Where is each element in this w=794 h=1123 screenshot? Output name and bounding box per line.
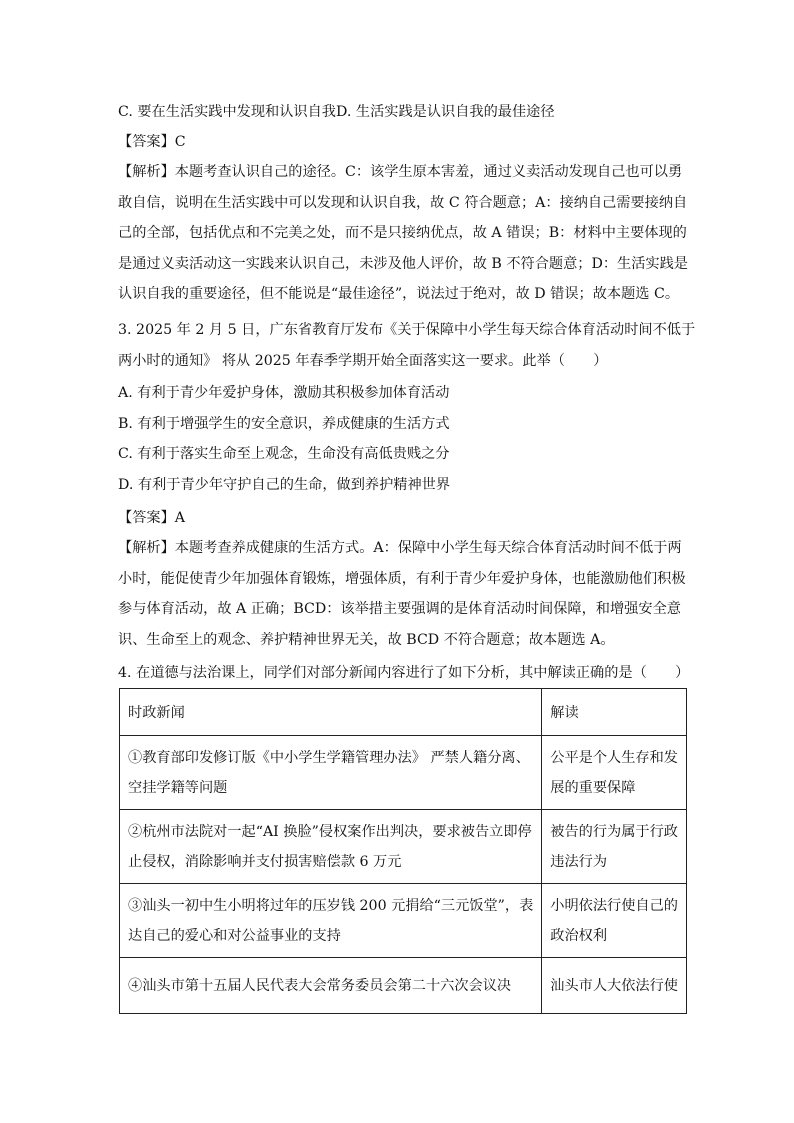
q3-answer: 【答案】A	[118, 510, 185, 526]
q3-option-a: A. 有利于青少年爱护身体，激励其积极参加体育活动	[118, 385, 450, 401]
q2-analysis	[118, 157, 688, 310]
analysis-line: 敢自信，说明在生活实践中可以发现和认识自我，故 C 符合题意；A：接纳自己需要接纳自	[118, 194, 688, 211]
analysis-line: 参与体育活动，故 A 正确；BCD：该举措主要强调的是体育活动时间保障，和增强安全意	[118, 601, 681, 617]
cell-line: ④汕头市第十五届人民代表大会常务委员会第二十六次会议决	[128, 977, 512, 994]
cell-line: 空挂学籍等问题	[128, 779, 228, 796]
q3-option-d: D. 有利于青少年守护自己的生命，做到养护精神世界	[118, 476, 451, 493]
q3-option-b: B. 有利于增强学生的安全意识，养成健康的生活方式	[118, 415, 450, 432]
table-row	[120, 736, 687, 810]
cell-line: 公平是个人生存和发	[550, 749, 678, 766]
news-cell	[120, 884, 542, 958]
cell-line: 被告的行为属于行政	[550, 823, 678, 840]
cell-line: 违法行为	[550, 853, 608, 870]
q3-option-c: C. 有利于落实生命至上观念，生命没有高低贵贱之分	[118, 446, 450, 462]
analysis-line: 识、生命至上的观念、养护精神世界无关，故 BCD 不符合题意；故本题选 A。	[118, 631, 615, 648]
cell-line: 止侵权，消除影响并支付损害赔偿款 6 万元	[128, 853, 402, 870]
q4-stem: 4. 在道德与法治课上，同学们对部分新闻内容进行了如下分析，其中解读正确的是（ ）	[118, 665, 690, 681]
q3-analysis	[118, 533, 686, 655]
interp-cell	[542, 958, 687, 1014]
cell-line: 展的重要保障	[550, 779, 636, 796]
table-row	[120, 884, 687, 958]
q3-options	[118, 378, 678, 500]
analysis-line: 己的全部，包括优点和不完美之处，而不是只接纳优点，故 A 错误；B：材料中主要体现的	[118, 225, 687, 241]
cell-line: 小明依法行使自己的	[550, 897, 678, 914]
analysis-line: 【解析】本题考查养成健康的生活方式。A：保障中小学生每天综合体育活动时间不低于两	[118, 540, 682, 556]
interp-cell	[542, 736, 687, 810]
cell-line: 政治权利	[550, 927, 608, 944]
q3-stem	[118, 315, 696, 376]
cell-line: 达自己的爱心和对公益事业的支持	[128, 927, 341, 944]
cell-line: 汕头市人大依法行使	[550, 977, 678, 994]
q2-answer: 【答案】C	[118, 134, 186, 150]
news-cell	[120, 958, 542, 1014]
stem-line: 3. 2025 年 2 月 5 日，广东省教育厅发布《关于保障中小学生每天综合体育活动时间不低于	[118, 322, 696, 338]
table-header-row	[120, 689, 687, 736]
analysis-line: 认识自我的重要途径，但不能说是“最佳途径”，说法过于绝对，故 D 错误；故本题选 C。	[118, 286, 680, 302]
table-row	[120, 958, 687, 1014]
cell-line: ①教育部印发修订版《中小学生学籍管理办法》 严禁人籍分离、	[128, 749, 530, 766]
table-row	[120, 810, 687, 884]
news-cell	[120, 810, 542, 884]
cell-line: ②杭州市法院对一起“AI 换脸”侵权案作出判决，要求被告立即停	[128, 823, 532, 840]
news-cell	[120, 736, 542, 810]
interp-cell	[542, 884, 687, 958]
header-interp: 解读	[542, 689, 687, 736]
header-news: 时政新闻	[120, 689, 542, 736]
interp-cell	[542, 810, 687, 884]
analysis-line: 小时，能促使青少年加强体育锻炼，增强体质，有利于青少年爱护身体，也能激励他们积极	[118, 570, 686, 587]
q2-option-cd: C. 要在生活实践中发现和认识自我D. 生活实践是认识自我的最佳途径	[118, 104, 555, 120]
cell-line: ③汕头一初中生小明将过年的压岁钱 200 元捐给“三元饭堂”，表	[128, 897, 534, 914]
analysis-line: 【解析】本题考查认识自己的途径。C：该学生原本害羞，通过义卖活动发现自己也可以勇	[118, 164, 683, 180]
stem-line: 两小时的通知》 将从 2025 年春季学期开始全面落实这一要求。此举（ ）	[118, 352, 608, 369]
news-table	[119, 688, 687, 1014]
analysis-line: 是通过义卖活动这一实践来认识自己，未涉及他人评价，故 B 不符合题意；D：生活实践是	[118, 255, 688, 272]
